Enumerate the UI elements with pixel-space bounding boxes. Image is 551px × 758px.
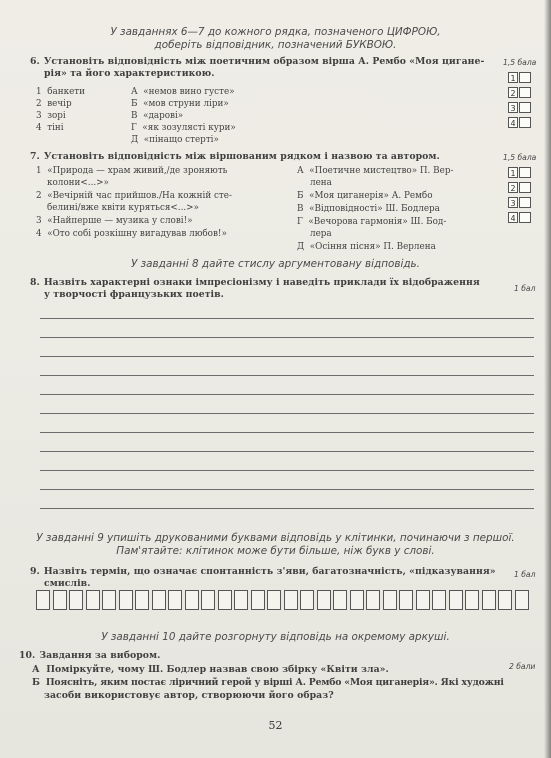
q6-box-label-3: 3 bbox=[508, 102, 518, 113]
q6-right-e: Д «пiнащо стерті» bbox=[131, 135, 219, 145]
q6-right-c: В «дарові» bbox=[131, 111, 184, 121]
q9-letter-cell[interactable] bbox=[465, 590, 479, 610]
q10-option-b-line2: засоби використовує автор, створюючи його образ? bbox=[44, 690, 334, 701]
q9-letter-cell[interactable] bbox=[515, 590, 529, 610]
q7-right-b: Б «Моя циганерія» А. Рембо bbox=[297, 191, 433, 201]
q6-answer-box-2[interactable] bbox=[519, 87, 531, 98]
q6-number: 6. bbox=[30, 56, 40, 67]
q10-title-text: Завдання за вибором. bbox=[39, 650, 161, 661]
q10-option-b-line1 bbox=[32, 677, 504, 688]
q7-number: 7. bbox=[30, 151, 40, 162]
q10-option-a-text: Поміркуйте, чому Ш. Бодлер назвав свою збірку «Квіти зла». bbox=[46, 664, 389, 675]
q8-answer-line-8[interactable] bbox=[40, 451, 534, 452]
q7-left-2-line1: 2 «Вечірній час прийшов./На кожній сте- bbox=[36, 191, 232, 201]
q9-letter-cell[interactable] bbox=[36, 590, 50, 610]
q9-letter-cells bbox=[36, 590, 536, 610]
instruction-9-line1: У завданні 9 упишіть друкованими буквами відповідь у клітинки, починаючи з першої. bbox=[36, 532, 515, 544]
q9-letter-cell[interactable] bbox=[300, 590, 314, 610]
q8-answer-line-9[interactable] bbox=[40, 470, 534, 471]
q9-letter-cell[interactable] bbox=[102, 590, 116, 610]
q9-letter-cell[interactable] bbox=[168, 590, 182, 610]
q9-letter-cell[interactable] bbox=[119, 590, 133, 610]
q9-letter-cell[interactable] bbox=[482, 590, 496, 610]
q7-answer-box-3[interactable] bbox=[519, 197, 531, 208]
q6-prompt-line2: рія» та його характеристикою. bbox=[44, 68, 215, 79]
q6-left-2: 2 вечір bbox=[36, 99, 72, 109]
q6-left-4: 4 тіні bbox=[36, 123, 64, 133]
q7-right-d-line1: Г «Вечорова гармонія» Ш. Бод- bbox=[297, 217, 447, 227]
q6-box-label-2: 2 bbox=[508, 87, 518, 98]
q9-letter-cell[interactable] bbox=[218, 590, 232, 610]
q6-right-a: А «немов вино густе» bbox=[131, 87, 235, 97]
q9-letter-cell[interactable] bbox=[86, 590, 100, 610]
instruction-9-line2: Пам'ятайте: клітинок може бути більше, ніж букв у слові. bbox=[116, 545, 435, 557]
q9-letter-cell[interactable] bbox=[366, 590, 380, 610]
q7-left-2-line2: белині/вже квіти куряться<...>» bbox=[47, 203, 199, 213]
q7-prompt-line1 bbox=[30, 151, 440, 162]
q10-option-b-letter: Б bbox=[32, 677, 40, 688]
q7-right-a-line1: А «Поетичне мистецтво» П. Вер- bbox=[297, 166, 454, 176]
q9-letter-cell[interactable] bbox=[449, 590, 463, 610]
q6-text-line1: Установіть відповідність між поетичним образом вірша А. Рембо «Моя цигане- bbox=[43, 56, 485, 67]
q7-box-label-3: 3 bbox=[508, 197, 518, 208]
q6-left-1: 1 банкети bbox=[36, 87, 86, 97]
q6-right-d: Г «як зозулясті кури» bbox=[131, 123, 236, 133]
q10-points: 2 бали bbox=[509, 662, 536, 671]
q7-text-line1: Установіть відповідність між віршованим рядком і назвою та автором. bbox=[43, 151, 440, 162]
q9-letter-cell[interactable] bbox=[267, 590, 281, 610]
q9-letter-cell[interactable] bbox=[416, 590, 430, 610]
page-number: 52 bbox=[268, 719, 283, 732]
q7-points: 1,5 бала bbox=[503, 153, 537, 162]
q7-box-label-2: 2 bbox=[508, 182, 518, 193]
instruction-10: У завданні 10 дайте розгорнуту відповідь на окремому аркуші. bbox=[101, 631, 450, 643]
q10-option-a-letter: А bbox=[32, 664, 40, 675]
q9-letter-cell[interactable] bbox=[185, 590, 199, 610]
q9-number: 9. bbox=[30, 566, 40, 577]
q9-points: 1 бал bbox=[514, 570, 536, 579]
q10-title bbox=[19, 650, 160, 661]
q9-letter-cell[interactable] bbox=[201, 590, 215, 610]
q7-box-label-4: 4 bbox=[508, 212, 518, 223]
q9-letter-cell[interactable] bbox=[234, 590, 248, 610]
q7-right-a-line2: лена bbox=[310, 178, 332, 188]
q8-answer-line-2[interactable] bbox=[40, 337, 534, 338]
q9-letter-cell[interactable] bbox=[251, 590, 265, 610]
q8-answer-line-7[interactable] bbox=[40, 432, 534, 433]
q7-answer-box-4[interactable] bbox=[519, 212, 531, 223]
q9-letter-cell[interactable] bbox=[383, 590, 397, 610]
q7-left-1-line2: колони<...>» bbox=[47, 178, 109, 188]
q8-answer-line-10[interactable] bbox=[40, 489, 534, 490]
q7-box-label-1: 1 bbox=[508, 167, 518, 178]
q8-text-line1: Назвіть характерні ознаки імпресіонізму і наведіть приклади їх відображення bbox=[43, 277, 480, 288]
q8-points: 1 бал bbox=[514, 284, 536, 293]
q9-letter-cell[interactable] bbox=[284, 590, 298, 610]
q9-letter-cell[interactable] bbox=[53, 590, 67, 610]
q8-prompt-line2: у творчості французьких поетів. bbox=[44, 289, 224, 300]
q9-letter-cell[interactable] bbox=[317, 590, 331, 610]
q6-left-3: 3 зорі bbox=[36, 111, 66, 121]
q8-answer-line-5[interactable] bbox=[40, 394, 534, 395]
q7-right-c: В «Відповідності» Ш. Бодлера bbox=[297, 204, 440, 214]
q6-right-b: Б «мов струни ліри» bbox=[131, 99, 229, 109]
q9-text-line1: Назвіть термін, що означає спонтанність з'яви, багатозначність, «підказування» bbox=[43, 566, 496, 577]
q10-number: 10. bbox=[19, 650, 36, 661]
q6-box-label-4: 4 bbox=[508, 117, 518, 128]
q9-letter-cell[interactable] bbox=[399, 590, 413, 610]
q6-answer-box-4[interactable] bbox=[519, 117, 531, 128]
q7-answer-box-2[interactable] bbox=[519, 182, 531, 193]
q10-option-b-text-1: Поясніть, яким постає ліричний герой у вірші А. Рембо «Моя циганерія». Які художні bbox=[45, 677, 504, 688]
q8-answer-line-6[interactable] bbox=[40, 413, 534, 414]
q10-option-a bbox=[32, 664, 389, 675]
q9-prompt-line1 bbox=[30, 566, 496, 577]
instruction-6-7-line1: У завданнях 6—7 до кожного рядка, позначеного ЦИФРОЮ, bbox=[110, 26, 441, 38]
q9-prompt-line2: смислів. bbox=[44, 578, 91, 589]
q8-answer-line-4[interactable] bbox=[40, 375, 534, 376]
q9-letter-cell[interactable] bbox=[69, 590, 83, 610]
q8-prompt-line1 bbox=[30, 277, 480, 288]
q8-answer-line-3[interactable] bbox=[40, 356, 534, 357]
q6-answer-box-1[interactable] bbox=[519, 72, 531, 83]
q6-box-label-1: 1 bbox=[508, 72, 518, 83]
q8-number: 8. bbox=[30, 277, 40, 288]
q9-letter-cell[interactable] bbox=[135, 590, 149, 610]
q9-letter-cell[interactable] bbox=[498, 590, 512, 610]
q6-prompt-line1 bbox=[30, 56, 484, 67]
q9-letter-cell[interactable] bbox=[350, 590, 364, 610]
q6-points: 1,5 бала bbox=[503, 58, 537, 67]
q8-answer-line-11[interactable] bbox=[40, 508, 534, 509]
q7-left-1-line1: 1 «Природа — храм живий,/де зроняють bbox=[36, 166, 228, 176]
q9-letter-cell[interactable] bbox=[152, 590, 166, 610]
q9-letter-cell[interactable] bbox=[432, 590, 446, 610]
instruction-8: У завданні 8 дайте стислу аргументовану відповідь. bbox=[131, 258, 420, 270]
q6-answer-box-3[interactable] bbox=[519, 102, 531, 113]
instruction-6-7-line2: доберіть відповідник, позначений БУКВОЮ. bbox=[154, 39, 397, 51]
q7-left-4: 4 «Ото собі розкішну вигадував любов!» bbox=[36, 229, 227, 239]
q7-answer-box-1[interactable] bbox=[519, 167, 531, 178]
q9-letter-cell[interactable] bbox=[333, 590, 347, 610]
q7-left-3: 3 «Найперше — музика у слові!» bbox=[36, 216, 193, 226]
q8-answer-line-1[interactable] bbox=[40, 318, 534, 319]
q7-right-d-line2: лера bbox=[310, 229, 332, 239]
q7-right-e: Д «Осіння пісня» П. Верлена bbox=[297, 242, 436, 252]
